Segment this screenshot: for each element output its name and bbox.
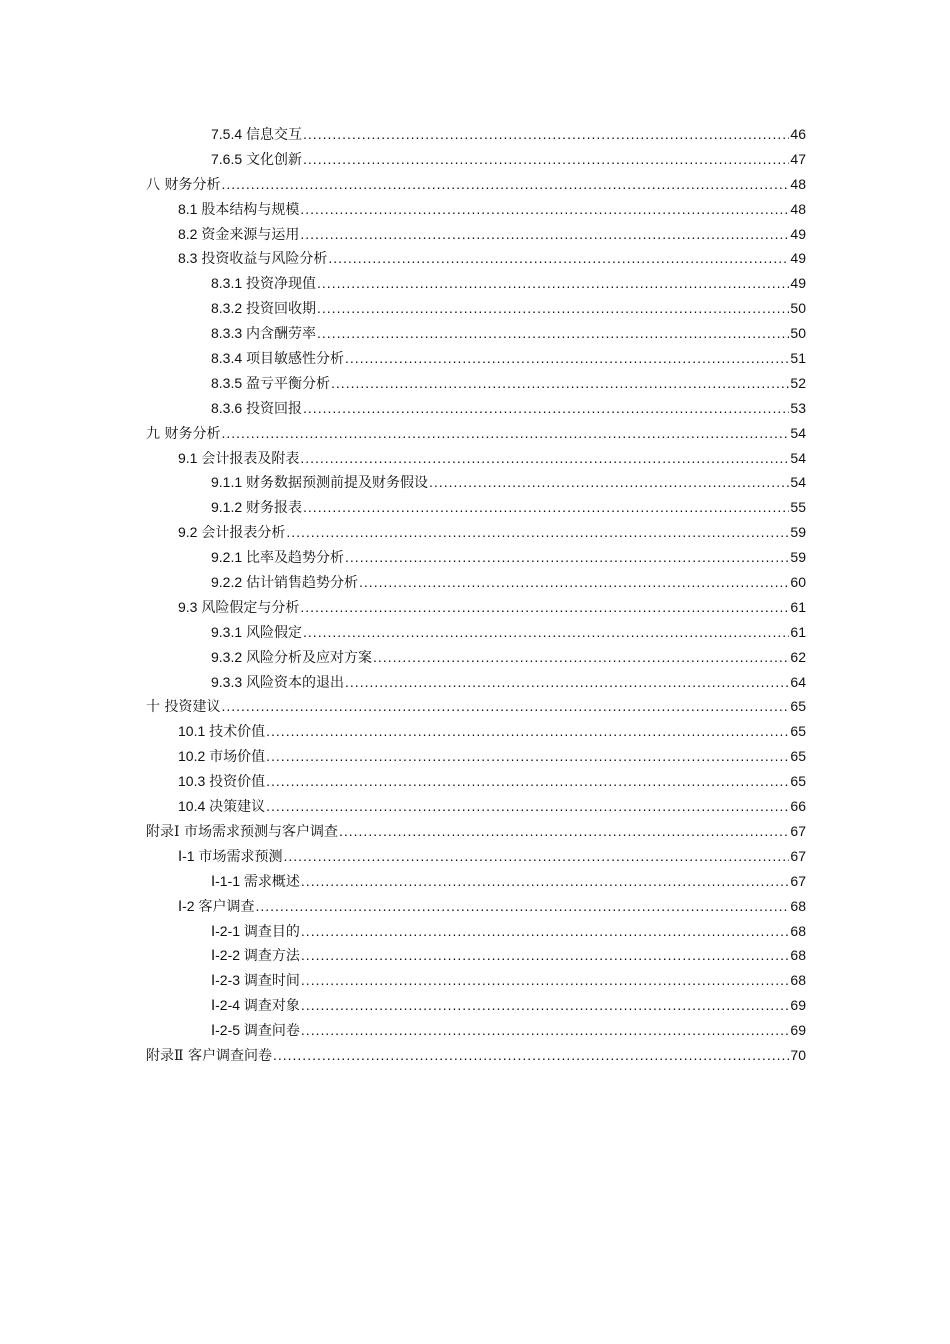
toc-entry-title — [211, 348, 344, 368]
toc-entry-text: 九 财务分析 — [146, 425, 221, 442]
toc-page-number: 60 — [790, 574, 806, 591]
toc-page-number: 47 — [790, 150, 806, 167]
toc-entry-title — [178, 771, 265, 791]
toc-entry-number: 8.3.5 — [211, 374, 247, 391]
toc-entry-text: 技术价值 — [209, 724, 266, 741]
toc-entry[interactable] — [0, 970, 806, 995]
toc-page-number: 65 — [790, 723, 806, 740]
toc-entry-title — [211, 672, 344, 692]
toc-entry-number: 10.1 — [178, 723, 210, 740]
toc-entry-text: 盈亏平衡分析 — [246, 375, 331, 392]
toc-entry-number: 9.2 — [178, 524, 202, 541]
toc-entry[interactable] — [0, 871, 806, 896]
toc-entry[interactable] — [0, 1045, 806, 1070]
toc-page-number: 49 — [790, 275, 806, 292]
toc-entry-number: Ⅰ-1 — [178, 847, 199, 864]
toc-entry[interactable] — [0, 896, 806, 921]
toc-dot-leader — [301, 923, 790, 939]
toc-entry-number: 9.3.3 — [211, 673, 247, 690]
toc-dot-leader — [339, 823, 789, 839]
toc-entry-number: 8.3.3 — [211, 325, 247, 342]
toc-entry-title — [211, 921, 300, 941]
toc-entry[interactable] — [0, 771, 806, 796]
toc-entry-text: 投资净现值 — [246, 276, 317, 293]
toc-entry-text: 项目敏感性分析 — [246, 351, 345, 368]
toc-entry-title — [211, 1020, 300, 1040]
toc-dot-leader — [300, 599, 789, 615]
toc-dot-leader — [266, 773, 789, 789]
toc-entry-title — [211, 472, 428, 492]
toc-dot-leader — [429, 474, 789, 490]
toc-entry[interactable] — [0, 721, 806, 746]
toc-entry-title — [211, 373, 330, 393]
toc-entry-title — [146, 174, 220, 194]
toc-entry-number: 7.6.5 — [211, 150, 247, 167]
toc-page-number: 69 — [790, 1022, 806, 1039]
toc-entry-number: 8.2 — [178, 225, 202, 242]
toc-dot-leader — [373, 649, 789, 665]
toc-page-number: 61 — [790, 623, 806, 640]
toc-dot-leader — [301, 1022, 790, 1038]
toc-entry-title — [178, 721, 265, 741]
toc-page-number: 54 — [790, 424, 806, 441]
toc-entry-text: 财务报表 — [246, 500, 303, 517]
toc-entry-text: 风险假定 — [246, 624, 303, 641]
toc-dot-leader — [300, 201, 789, 217]
toc-entry-text: 客户调查 — [198, 898, 255, 915]
toc-entry-title — [178, 224, 299, 244]
toc-dot-leader — [266, 748, 789, 764]
toc-entry-text: 比率及趋势分析 — [246, 550, 345, 567]
toc-entry-title — [178, 248, 327, 268]
toc-entry-text: 文化创新 — [246, 151, 303, 168]
toc-entry[interactable] — [0, 472, 806, 497]
toc-entry-number: 10.3 — [178, 773, 210, 790]
toc-entry[interactable] — [0, 522, 806, 547]
toc-page-number: 54 — [790, 449, 806, 466]
toc-page-number: 49 — [790, 250, 806, 267]
toc-page-number: 70 — [790, 1046, 806, 1063]
toc-entry-title — [178, 199, 299, 219]
toc-entry-text: 决策建议 — [209, 799, 266, 816]
toc-page-number: 67 — [790, 872, 806, 889]
toc-entry-title — [211, 149, 302, 169]
toc-entry-text: 估计销售趋势分析 — [246, 575, 359, 592]
toc-page-number: 50 — [790, 300, 806, 317]
toc-dot-leader — [303, 400, 789, 416]
toc-entry-number: 8.1 — [178, 200, 202, 217]
toc-entry[interactable] — [0, 821, 806, 846]
toc-entry[interactable] — [0, 622, 806, 647]
toc-dot-leader — [266, 723, 789, 739]
toc-entry-number: 9.2.2 — [211, 574, 247, 591]
toc-entry[interactable] — [0, 199, 806, 224]
toc-entry-title — [178, 597, 299, 617]
toc-entry-text: 市场需求预测 — [198, 848, 283, 865]
toc-entry-title — [211, 124, 302, 144]
toc-entry-title — [146, 423, 220, 443]
toc-entry-title — [211, 647, 372, 667]
toc-page-number: 62 — [790, 648, 806, 665]
toc-entry[interactable] — [0, 572, 806, 597]
toc-page-number: 68 — [790, 897, 806, 914]
toc-dot-leader — [283, 848, 789, 864]
toc-entry-title — [211, 273, 316, 293]
toc-entry-title — [146, 696, 220, 716]
toc-entry-text: 十 投资建议 — [146, 699, 221, 716]
toc-entry-text: 信息交互 — [246, 127, 303, 143]
toc-entry-title — [211, 572, 358, 592]
toc-entry-number: Ⅰ-2-3 — [211, 972, 244, 989]
toc-page-number: 53 — [790, 399, 806, 416]
toc-entry-title — [178, 522, 285, 542]
toc-page-number: 50 — [790, 325, 806, 342]
toc-entry-text: 市场价值 — [209, 749, 266, 766]
toc-entry[interactable] — [0, 248, 806, 273]
toc-page-number: 61 — [790, 598, 806, 615]
toc-entry-number: 10.4 — [178, 798, 210, 815]
toc-entry-number: 8.3 — [178, 250, 202, 267]
toc-entry-number: Ⅰ-2-4 — [211, 997, 244, 1014]
toc-entry-text: 调查方法 — [243, 948, 300, 965]
toc-entry[interactable] — [0, 672, 806, 697]
toc-entry-number: 7.5.4 — [211, 126, 247, 142]
toc-entry-title — [178, 896, 254, 916]
toc-page-number: 48 — [790, 175, 806, 192]
toc-dot-leader — [303, 151, 789, 167]
toc-entry-title — [178, 846, 282, 866]
toc-dot-leader — [301, 947, 790, 963]
toc-entry[interactable] — [0, 696, 806, 721]
toc-entry-number: Ⅰ-2-2 — [211, 947, 244, 964]
toc-entry[interactable] — [0, 995, 806, 1020]
toc-entry-title — [211, 970, 300, 990]
toc-entry-title — [211, 298, 316, 318]
toc-entry-text: 调查目的 — [243, 923, 300, 940]
toc-entry-text: 资金来源与运用 — [201, 226, 300, 243]
toc-entry-text: 调查时间 — [243, 973, 300, 990]
toc-page-number: 49 — [790, 225, 806, 242]
toc-page-number: 59 — [790, 549, 806, 566]
toc-dot-leader — [317, 325, 789, 341]
toc-entry-title — [178, 796, 265, 816]
toc-entry-number: 8.3.4 — [211, 350, 247, 367]
toc-entry-text: 附录Ⅰ 市场需求预测与客户调查 — [146, 823, 338, 840]
toc-dot-leader — [266, 798, 789, 814]
toc-entry-title — [211, 871, 300, 891]
toc-dot-leader — [328, 250, 789, 266]
toc-entry[interactable] — [0, 1020, 806, 1045]
toc-entry-text: 会计报表分析 — [201, 525, 286, 542]
toc-entry-text: 投资回报 — [246, 400, 303, 417]
toc-dot-leader — [331, 375, 789, 391]
toc-entry-title — [211, 995, 300, 1015]
toc-entry-number: 9.1.2 — [211, 499, 247, 516]
toc-entry[interactable] — [0, 647, 806, 672]
toc-entry-text: 会计报表及附表 — [201, 450, 300, 467]
toc-entry-number: Ⅰ-2-5 — [211, 1022, 244, 1039]
toc-entry-title — [146, 1045, 272, 1065]
toc-entry[interactable] — [0, 298, 806, 323]
toc-dot-leader — [303, 126, 789, 142]
toc-entry-text: 股本结构与规模 — [201, 201, 300, 218]
toc-entry-text: 财务数据预测前提及财务假设 — [246, 475, 429, 492]
toc-entry[interactable] — [0, 174, 806, 199]
toc-entry-title — [211, 945, 300, 965]
toc-dot-leader — [359, 574, 789, 590]
toc-entry-number: Ⅰ-2 — [178, 897, 199, 914]
toc-dot-leader — [300, 450, 789, 466]
toc-dot-leader — [345, 350, 789, 366]
toc-entry-text: 风险假定与分析 — [201, 599, 300, 616]
toc-entry-text: 调查对象 — [243, 998, 300, 1015]
toc-page-number: 65 — [790, 698, 806, 715]
toc-entry[interactable] — [0, 348, 806, 373]
toc-dot-leader — [317, 300, 789, 316]
toc-entry-title — [211, 323, 316, 343]
toc-dot-leader — [301, 997, 790, 1013]
toc-entry[interactable] — [0, 373, 806, 398]
toc-entry-title — [211, 398, 302, 418]
toc-entry[interactable] — [0, 497, 806, 522]
toc-entry[interactable] — [0, 547, 806, 572]
toc-page-number: 67 — [790, 847, 806, 864]
toc-entry-number: 10.2 — [178, 748, 210, 765]
toc-entry[interactable] — [0, 423, 806, 448]
toc-page-number: 54 — [790, 474, 806, 491]
toc-dot-leader — [221, 698, 789, 714]
toc-entry-title — [146, 821, 338, 841]
toc-entry-title — [211, 547, 344, 567]
toc-entry-number: 9.3.2 — [211, 648, 247, 665]
toc-dot-leader — [221, 425, 789, 441]
toc-page-number: 65 — [790, 748, 806, 765]
toc-entry-title — [178, 448, 299, 468]
toc-entry-number: 8.3.1 — [211, 275, 247, 292]
toc-entry-number: 9.1.1 — [211, 474, 247, 491]
toc-entry-number: Ⅰ-1-1 — [211, 872, 244, 889]
toc-page-number: 68 — [790, 972, 806, 989]
toc-entry-text: 风险分析及应对方案 — [246, 649, 373, 666]
toc-entry-number: 9.3 — [178, 598, 202, 615]
toc-entry[interactable] — [0, 398, 806, 423]
toc-entry[interactable] — [0, 846, 806, 871]
toc-entry-title — [211, 622, 302, 642]
toc-dot-leader — [301, 873, 790, 889]
toc-entry[interactable] — [0, 796, 806, 821]
toc-dot-leader — [286, 524, 789, 540]
toc-entry[interactable] — [0, 597, 806, 622]
toc-entry[interactable] — [0, 323, 806, 348]
toc-dot-leader — [300, 226, 789, 242]
toc-entry-number: 9.3.1 — [211, 623, 247, 640]
toc-entry-text: 投资价值 — [209, 774, 266, 791]
toc-entry-text: 调查问卷 — [243, 1023, 300, 1040]
toc-entry-number: Ⅰ-2-1 — [211, 922, 244, 939]
toc-dot-leader — [301, 972, 790, 988]
toc-entry-title — [211, 497, 302, 517]
toc-page-number: 48 — [790, 200, 806, 217]
toc-entry[interactable] — [0, 149, 806, 174]
toc-dot-leader — [345, 674, 789, 690]
toc-entry-title — [178, 746, 265, 766]
toc-dot-leader — [303, 499, 789, 515]
toc-page-number: 46 — [790, 126, 806, 142]
toc-entry[interactable] — [0, 746, 806, 771]
toc-entry-number: 9.2.1 — [211, 549, 247, 566]
toc-entry[interactable] — [0, 273, 806, 298]
toc-entry[interactable] — [0, 448, 806, 473]
toc-dot-leader — [345, 549, 789, 565]
toc-page-number: 55 — [790, 499, 806, 516]
toc-entry-text: 内含酬劳率 — [246, 326, 317, 343]
toc-page-number: 69 — [790, 997, 806, 1014]
toc-page-number: 68 — [790, 922, 806, 939]
toc-dot-leader — [303, 624, 789, 640]
toc-page-number: 51 — [790, 350, 806, 367]
toc-page-number: 64 — [790, 673, 806, 690]
toc-page-number: 68 — [790, 947, 806, 964]
toc-entry[interactable] — [0, 921, 806, 946]
toc-page-number: 52 — [790, 374, 806, 391]
toc-entry[interactable] — [0, 124, 806, 149]
toc-entry[interactable] — [0, 224, 806, 249]
toc-entry-text: 八 财务分析 — [146, 176, 221, 193]
toc-dot-leader — [273, 1047, 789, 1063]
toc-entry[interactable] — [0, 945, 806, 970]
toc-entry-text: 附录Ⅱ 客户调查问卷 — [146, 1047, 272, 1064]
toc-dot-leader — [221, 176, 789, 192]
toc-page-number: 65 — [790, 773, 806, 790]
toc-page-number: 59 — [790, 524, 806, 541]
toc-entry-text: 需求概述 — [243, 873, 300, 890]
toc-entry-text: 风险资本的退出 — [246, 674, 345, 691]
toc-entry-text: 投资回收期 — [246, 301, 317, 318]
toc-dot-leader — [255, 898, 789, 914]
toc-page-number: 66 — [790, 798, 806, 815]
toc-entry-number: 8.3.6 — [211, 399, 247, 416]
toc-dot-leader — [317, 275, 789, 291]
toc-page-number: 67 — [790, 822, 806, 839]
toc-entry-number: 9.1 — [178, 449, 202, 466]
toc-entry-number: 8.3.2 — [211, 300, 247, 317]
table-of-contents — [0, 124, 950, 1070]
toc-entry-text: 投资收益与风险分析 — [201, 251, 328, 268]
